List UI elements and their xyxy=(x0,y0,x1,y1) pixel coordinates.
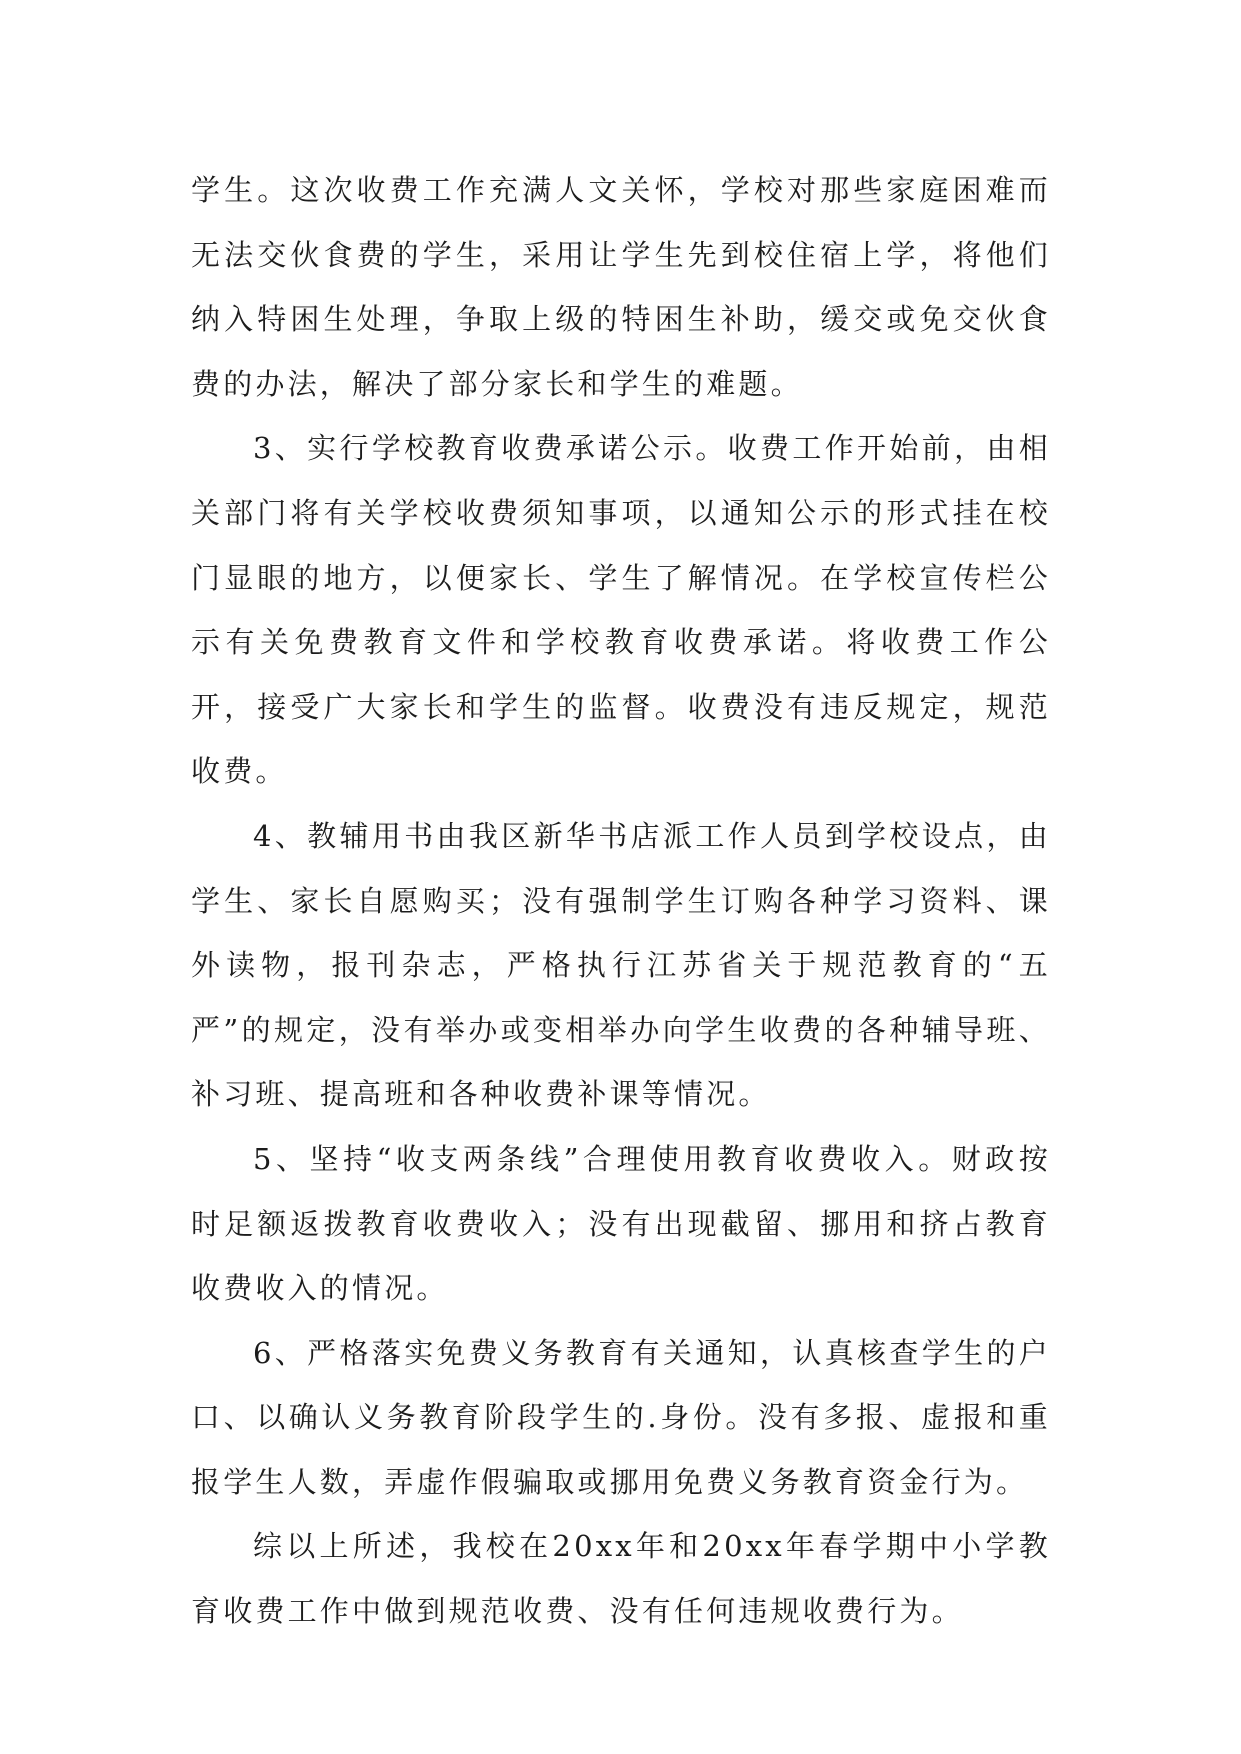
document-body xyxy=(191,158,1051,1644)
paragraph-item-3: 3、实行学校教育收费承诺公示。收费工作开始前，由相关部门将有关学校收费须知事项，以通知公示的形式挂在校门显眼的地方，以便家长、学生了解情况。在学校宣传栏公示有关免费教育文件和学校教育收费承诺。将收费工作公开，接受广大家长和学生的监督。收费没有违反规定，规范收费。 xyxy=(191,431,1051,789)
paragraph-summary: 综以上所述，我校在20xx年和20xx年春学期中小学教育收费工作中做到规范收费、没有任何违规收费行为。 xyxy=(191,1529,1051,1629)
paragraph-item-5: 5、坚持“收支两条线”合理使用教育收费收入。财政按时足额返拨教育收费收入；没有出现截留、挪用和挤占教育收费收入的情况。 xyxy=(191,1141,1051,1306)
paragraph-continuation: 学生。这次收费工作充满人文关怀，学校对那些家庭困难而无法交伙食费的学生，采用让学生先到校住宿上学，将他们纳入特困生处理，争取上级的特困生补助，缓交或免交伙食费的办法，解决了部分家长和学生的难题。 xyxy=(191,173,1051,401)
paragraph-item-6: 6、严格落实免费义务教育有关通知，认真核查学生的户口、以确认义务教育阶段学生的.身份。没有多报、虚报和重报学生人数，弄虚作假骗取或挪用免费义务教育资金行为。 xyxy=(191,1335,1051,1499)
paragraph-item-4: 4、教辅用书由我区新华书店派工作人员到学校设点，由学生、家长自愿购买；没有强制学生订购各种学习资料、课外读物，报刊杂志，严格执行江苏省关于规范教育的“五严”的规定，没有举办或变相举办向学生收费的各种辅导班、补习班、提高班和各种收费补课等情况。 xyxy=(191,818,1051,1112)
